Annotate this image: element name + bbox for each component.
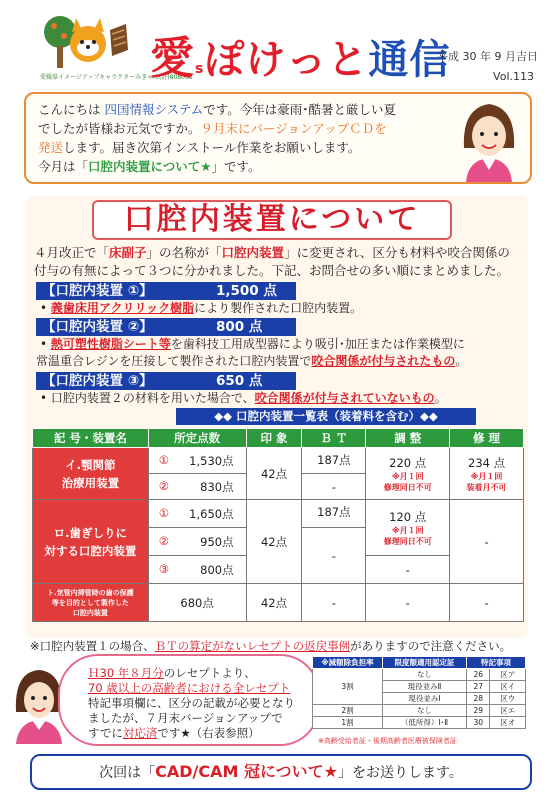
repair-cell: - (450, 584, 524, 622)
bt-cell: 187点 (302, 448, 366, 474)
ratio-cell: 3割 (313, 669, 383, 705)
issue-volume: Vol.113 (493, 70, 534, 83)
adjust-points: 220 点 (389, 455, 427, 470)
device-2-heading (36, 318, 296, 336)
greeting-text: します。届き次第インストール作業をお願いします。 (63, 140, 361, 155)
col-header: ※減額除負担率 (313, 657, 383, 669)
device-1-heading (36, 282, 296, 300)
points-cell (148, 528, 246, 556)
points-value: 1,530点 (189, 453, 234, 468)
table-header-row (313, 657, 526, 669)
next-topic: CAD/CAM 冠について★ (155, 762, 338, 781)
speech-text: すでに (88, 726, 123, 740)
speech-line-3: 特記事項欄に、区分の記載が必要となり (88, 696, 295, 710)
cert-cell: （低所得）Ⅰ･Ⅱ (383, 717, 467, 729)
device-2-occlusion: 咬合関係が付与されたもの (311, 354, 456, 368)
col-header: 記 号・装置名 (33, 429, 149, 448)
staff-avatar-icon (454, 98, 524, 182)
col-header: 特記事項 (467, 657, 526, 669)
adjust-cell (366, 448, 450, 500)
speech-done: 対応済 (122, 726, 158, 740)
speech-line-1 (88, 666, 256, 681)
special-notes-table (312, 656, 526, 729)
greeting-line-2 (38, 119, 387, 138)
old-name: 床副子 (109, 245, 147, 260)
repair-points: 234 点 (468, 455, 506, 470)
repair-note-mounting: 装着月不可 (466, 482, 507, 492)
table-row (313, 705, 526, 717)
special-table-note: ※高齢受給者証・後期高齢者医療被保険者証 (318, 737, 457, 745)
cert-cell: なし (383, 669, 467, 681)
code-cell: 29 (467, 705, 490, 717)
category-cell: イ.顎関節 治療用装置 (33, 448, 149, 500)
device-2-material: 熱可塑性樹脂シート等 (50, 337, 171, 351)
device-2-label: 【口腔内装置 ②】 (42, 319, 153, 335)
device-3-points: 650 点 (216, 373, 263, 389)
points-cell (148, 448, 246, 474)
mascot-caption: 愛媛県イメージアップキャラクターみきゃん(許)808053 (40, 74, 193, 81)
intro-text-part: 」の名称が「 (146, 245, 222, 260)
category-cell: ロ.歯ぎしりに 対する口腔内装置 (33, 500, 149, 584)
table-row (33, 500, 524, 528)
adjust-note-monthly: ※月１回 (391, 471, 424, 481)
device-points-table (32, 428, 524, 622)
table-row (313, 669, 526, 681)
adjust-points: 120 点 (389, 509, 427, 524)
greeting-text: 」です。 (211, 159, 261, 174)
greeting-line-1 (38, 100, 396, 119)
row-number: ① (158, 452, 170, 467)
ratio-cell: 1割 (313, 717, 383, 729)
device-3-desc-text: 口腔内装置２の材料を用いた場合で、 (50, 391, 255, 405)
points-cell (148, 474, 246, 500)
col-header: 限度額適用認定証 (383, 657, 467, 669)
code-cell: 28 (467, 693, 490, 705)
header (0, 0, 554, 92)
company-name: 四国情報システム (104, 102, 204, 117)
col-header: 所定点数 (148, 429, 246, 448)
points-cell: 680点 (148, 584, 246, 622)
points-value: 800点 (200, 562, 234, 577)
row-number: ③ (158, 561, 170, 576)
next-text: 次回は「 (99, 765, 156, 781)
speech-line-5 (88, 726, 260, 741)
impression-cell: 42点 (246, 448, 302, 500)
device-1-desc: • 義歯床用アクリリック樹脂により製作された口腔内装置。 (40, 301, 363, 315)
device-3-occlusion: 咬合関係が付与されていないもの (254, 391, 435, 405)
title-tsushin: 通信 (368, 37, 451, 83)
cert-cell: なし (383, 705, 467, 717)
row-number: ② (158, 478, 170, 493)
speech-text: です★（右表参照） (157, 726, 260, 740)
device-1-material: 義歯床用アクリリック樹脂 (50, 301, 195, 315)
table-note (30, 638, 511, 654)
issue-date: 平成 30 年 9 月吉日 (437, 50, 538, 63)
table-row (33, 584, 524, 622)
bt-cell: - (302, 474, 366, 500)
speech-month: Ｈ30 年８月分 (88, 666, 164, 680)
newsletter-title (150, 22, 450, 86)
kubun-cell: 区オ (490, 717, 526, 729)
device-2-desc: • 熱可塑性樹脂シート等を歯科技工用成型器により吸引･加圧または作業模型に (40, 337, 465, 351)
points-cell (148, 556, 246, 584)
bt-cell: - (302, 584, 366, 622)
mikyan-mascot-icon (40, 10, 130, 72)
device-2-desc-text: を歯科技工用成型器により吸引･加圧または作業模型に (170, 337, 465, 351)
device-3-desc: • 口腔内装置２の材料を用いた場合で、咬合関係が付与されていないもの。 (40, 391, 447, 405)
cert-cell: 現役並みⅠ (383, 693, 467, 705)
kubun-cell: 区ウ (490, 693, 526, 705)
repair-note-monthly: ※月１回 (470, 471, 503, 481)
cert-cell: 現役並みⅡ (383, 681, 467, 693)
version-up-notice: ９月末にバージョンアップＣＤを (200, 121, 387, 136)
intro-text-part: ４月改正で「 (34, 245, 110, 260)
repair-cell: - (450, 500, 524, 584)
col-header: 印 象 (246, 429, 302, 448)
points-value: 1,650点 (189, 506, 234, 521)
note-highlight: ＢＴの算定がないレセプトの返戻事例 (154, 639, 351, 653)
category-cell: ト.気管内挿管時の歯の保護 等を目的として製作した 口腔内装置 (33, 584, 149, 622)
ratio-cell: 2割 (313, 705, 383, 717)
col-header: Ｂ Ｔ (302, 429, 366, 448)
greeting-box (24, 92, 532, 184)
bt-cell: - (302, 528, 366, 584)
greeting-line-4 (38, 157, 261, 176)
speech-line-4: ましたが、７月末バージョンアップで (88, 711, 283, 725)
greeting-text: でしたが皆様お元気ですか。 (38, 121, 201, 136)
note-text: がありますので注意ください。 (350, 639, 512, 653)
intro-text (34, 244, 528, 280)
device-1-desc-text: により製作された口腔内装置。 (194, 301, 363, 315)
kubun-cell: 区イ (490, 681, 526, 693)
title-ai-sub: s (195, 61, 205, 77)
code-cell: 30 (467, 717, 490, 729)
note-text: ※口腔内装置１の場合、 (30, 639, 155, 653)
new-name: 口腔内装置 (221, 245, 285, 260)
intro-line-2: 付与の有無によって３つに分かれました。下記、お問合せの多い順にまとめました。 (34, 263, 510, 278)
table-row (33, 448, 524, 474)
intro-line-1 (34, 244, 528, 262)
greeting-text: 今月は「 (38, 159, 89, 174)
repair-cell (450, 448, 524, 500)
table-row (313, 717, 526, 729)
points-cell (148, 500, 246, 528)
points-value: 830点 (200, 479, 234, 494)
device-2-points: 800 点 (216, 319, 263, 335)
speech-bubble (58, 654, 320, 746)
table-title: ◆◆ 口腔内装置一覧表（装着料を含む）◆◆ (176, 408, 476, 425)
greeting-text: こんにちは (38, 102, 105, 117)
code-cell: 26 (467, 669, 490, 681)
adjust-note-monthly: ※月１回 (391, 525, 424, 535)
title-ai: 愛 (150, 33, 195, 84)
code-cell: 27 (467, 681, 490, 693)
table-header-row (33, 429, 524, 448)
points-value: 950点 (200, 534, 234, 549)
device-1-label: 【口腔内装置 ①】 (42, 283, 153, 299)
row-number: ② (158, 533, 170, 548)
adjust-cell: - (366, 556, 450, 584)
speech-line-2: 70 歳以上の高齢者における全レセプト (88, 681, 291, 695)
adjust-note-same-day: 修理同日不可 (383, 536, 432, 546)
section-title: 口腔内装置について (92, 200, 452, 240)
device-1-points: 1,500 点 (216, 283, 277, 299)
row-number: ① (158, 505, 170, 520)
speech-text: のレセプトより、 (163, 666, 256, 680)
next-text: 」をお送りします。 (338, 765, 463, 781)
col-header: 修 理 (450, 429, 524, 448)
shipping-notice: 発送 (38, 140, 64, 155)
adjust-cell (366, 500, 450, 556)
greeting-line-3 (38, 138, 360, 157)
greeting-text: です。今年は豪雨･酷暑と厳しい夏 (203, 102, 397, 117)
device-2-desc-text: 常温重合レジンを圧接して製作された口腔内装置で (36, 354, 312, 368)
kubun-cell: 区ア (490, 669, 526, 681)
device-2-desc-2: 常温重合レジンを圧接して製作された口腔内装置で咬合関係が付与されたもの。 (36, 354, 468, 368)
device-3-label: 【口腔内装置 ③】 (42, 373, 153, 389)
month-topic: 口腔内装置について★ (88, 159, 212, 174)
main-section (26, 196, 528, 653)
intro-text-part: 」に変更され、区分も材料や咬合関係の (284, 245, 510, 260)
adjust-cell: - (366, 584, 450, 622)
impression-cell: 42点 (246, 500, 302, 584)
device-3-heading (36, 372, 296, 390)
impression-cell: 42点 (246, 584, 302, 622)
adjust-note-same-day: 修理同日不可 (383, 482, 432, 492)
kubun-cell: 区エ (490, 705, 526, 717)
bt-cell: 187点 (302, 500, 366, 528)
title-poke: ぽけっと (204, 37, 369, 83)
col-header: 調 整 (366, 429, 450, 448)
next-issue-box (30, 754, 532, 790)
